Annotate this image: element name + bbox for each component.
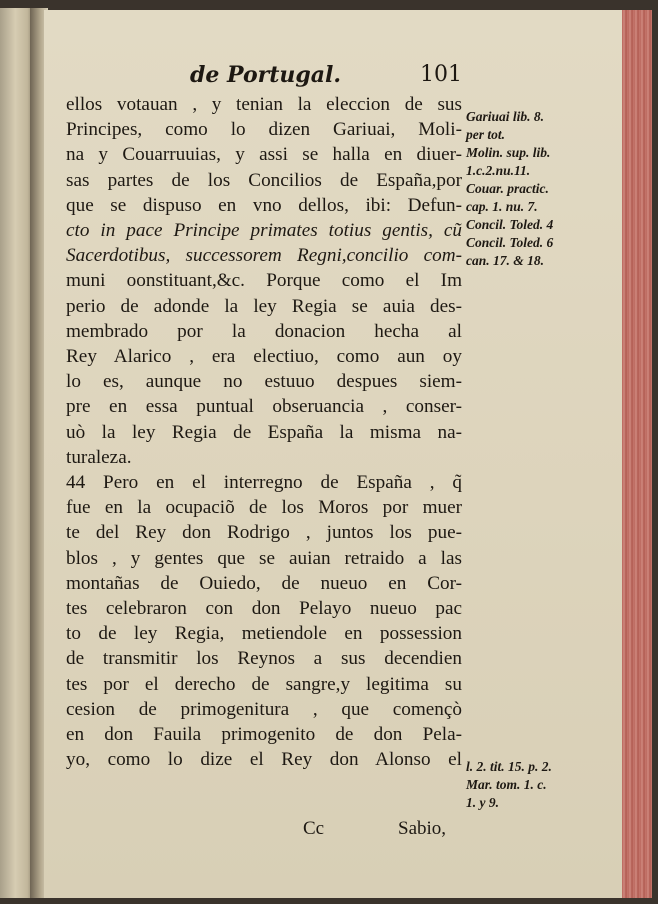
margin-note: Molin. sup. lib.: [466, 145, 551, 160]
text-line: na y Couarruuias, y assi se halla en diuer-: [66, 144, 462, 166]
catchword: Sabio,: [398, 818, 447, 839]
margin-note: can. 17. & 18.: [466, 253, 545, 268]
margin-note: Couar. practic.: [466, 181, 549, 196]
margin-notes-top: [466, 108, 594, 270]
left-page-edge: [0, 8, 34, 898]
paragraph-44-start: 44 Pero en el interregno de España , q̃: [66, 472, 462, 494]
text-line: lo es, aunque no estuuo despues siem-: [66, 371, 462, 393]
margin-note: 1. y 9.: [466, 795, 499, 810]
catchline: [0, 818, 658, 848]
margin-note: Concil. Toled. 4: [466, 217, 554, 232]
margin-note: Mar. tom. 1. c.: [466, 777, 547, 792]
text-line: en don Fauila primogenito de don Pela-: [66, 724, 462, 746]
text-line: sas partes de los Concilios de España,por: [66, 169, 462, 191]
red-page-edges: [622, 10, 652, 898]
text-line: que se dispuso en vno dellos, ibi: Defun-: [66, 194, 462, 216]
text-line: blos , y gentes que se auian retraido a las: [66, 547, 462, 569]
margin-note: cap. 1. nu. 7.: [466, 199, 538, 214]
text-line: muni oonstituant,&c. Porque como el Im: [66, 270, 462, 292]
text-line: ellos votauan , y tenian la eleccion de sus: [66, 94, 462, 115]
text-line: fue en la ocupaciõ de los Moros por muer: [66, 497, 462, 519]
text-line: turaleza.: [66, 446, 132, 468]
text-line: cesion de primogenitura , que començò: [66, 698, 462, 720]
margin-note: per tot.: [466, 127, 505, 142]
text-line: de transmitir los Reynos a sus decendien: [66, 648, 462, 670]
latin-quote-line: Sacerdotibus, successorem Regni,concilio com-: [66, 245, 462, 267]
margin-note: Concil. Toled. 6: [466, 235, 554, 250]
margin-note: l. 2. tit. 15. p. 2.: [466, 759, 552, 774]
text-line: Rey Alarico , era electiuo, como aun oy: [66, 346, 462, 368]
text-line: membrado por la donacion hecha al: [66, 320, 462, 342]
text-line: Principes, como lo dizen Gariuai, Moli-: [66, 119, 462, 141]
margin-notes-bottom: [466, 758, 594, 812]
text-line: pre en essa puntual obseruancia , conser-: [66, 396, 462, 418]
running-head-title: de Portugal.: [190, 62, 342, 88]
text-line: yo, como lo dize el Rey don Alonso el: [66, 749, 462, 771]
signature-mark: Cc: [303, 818, 325, 839]
text-line: te del Rey don Rodrigo , juntos los pue-: [66, 522, 462, 544]
body-text: [66, 92, 462, 772]
text-line: uò la ley Regia de España la misma na-: [66, 421, 462, 443]
text-line: perio de adonde la ley Regia se auia des-: [66, 295, 462, 317]
margin-note: 1.c.2.nu.11.: [466, 163, 531, 178]
margin-note: Gariuai lib. 8.: [466, 109, 545, 124]
text-line: tes celebraron con don Pelayo nueuo pac: [66, 598, 462, 620]
running-head: [0, 62, 658, 92]
text-line: to de ley Regia, metiendole en possession: [66, 623, 462, 645]
latin-quote-line: cto in pace Principe primates totius gentis, cũ: [66, 220, 462, 242]
text-line: tes por el derecho de sangre,y legitima su: [66, 673, 462, 695]
page-number: 101: [420, 62, 462, 87]
text-line: montañas de Ouiedo, de nueuo en Cor-: [66, 572, 462, 594]
